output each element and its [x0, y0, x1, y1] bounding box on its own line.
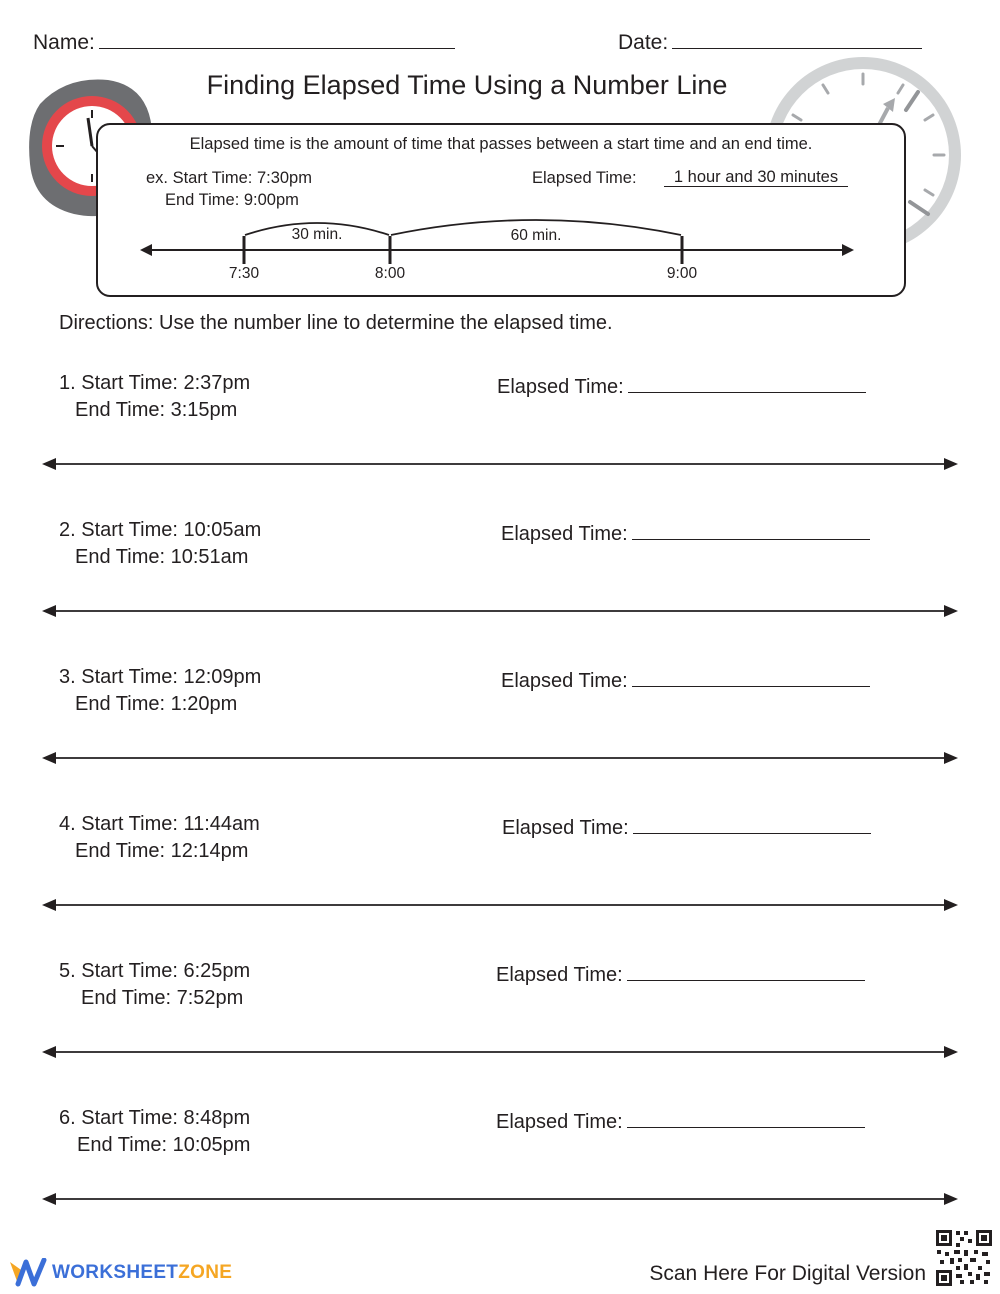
qr-code-icon[interactable] — [934, 1228, 994, 1288]
elapsed-label: Elapsed Time: — [496, 964, 623, 986]
elapsed-label: Elapsed Time: — [496, 1111, 623, 1133]
problem-4-end: End Time: 12:14pm — [75, 840, 249, 862]
problem-6-answer[interactable] — [496, 1107, 865, 1134]
brand-zone: ZONE — [178, 1262, 233, 1283]
problem-2-start: 2. Start Time: 10:05am — [59, 519, 262, 541]
problem-1-answer[interactable] — [497, 372, 866, 399]
directions-text: Directions: Use the number line to determine the elapsed time. — [59, 312, 613, 334]
answer-line[interactable] — [632, 666, 870, 687]
problem-5-start: 5. Start Time: 6:25pm — [59, 960, 251, 982]
worksheetzone-logo[interactable] — [8, 1258, 232, 1288]
problem-3-start: 3. Start Time: 12:09pm — [59, 666, 262, 688]
elapsed-label: Elapsed Time: — [497, 376, 624, 398]
number-line-1 — [40, 456, 960, 472]
number-line-6 — [40, 1191, 960, 1207]
scan-text: Scan Here For Digital Version — [649, 1262, 926, 1285]
worksheetzone-logo-icon — [8, 1258, 48, 1288]
tick-label-900: 9:00 — [666, 265, 698, 282]
elapsed-label: Elapsed Time: — [502, 817, 629, 839]
problem-6-end: End Time: 10:05pm — [77, 1134, 251, 1156]
tick-label-730: 7:30 — [228, 265, 260, 282]
date-field[interactable] — [618, 26, 922, 55]
example-elapsed-label: Elapsed Time: — [532, 169, 637, 187]
problem-4-answer[interactable] — [502, 813, 871, 840]
example-end-time: End Time: 9:00pm — [165, 191, 299, 209]
name-label: Name: — [33, 31, 95, 54]
answer-line[interactable] — [628, 372, 866, 393]
elapsed-label: Elapsed Time: — [501, 523, 628, 545]
segment-label-2: 60 min. — [510, 227, 562, 244]
worksheet-title: Finding Elapsed Time Using a Number Line — [206, 70, 728, 100]
date-label: Date: — [618, 31, 669, 54]
name-line[interactable] — [99, 26, 455, 49]
elapsed-label: Elapsed Time: — [501, 670, 628, 692]
problem-6-start: 6. Start Time: 8:48pm — [59, 1107, 251, 1129]
date-line[interactable] — [672, 26, 922, 49]
answer-line[interactable] — [633, 813, 871, 834]
problem-5-answer[interactable] — [496, 960, 865, 987]
problem-5-end: End Time: 7:52pm — [81, 987, 244, 1009]
answer-line[interactable] — [632, 519, 870, 540]
number-line-4 — [40, 897, 960, 913]
example-elapsed-answer: 1 hour and 30 minutes — [664, 169, 848, 187]
name-field[interactable] — [33, 26, 455, 55]
number-line-5 — [40, 1044, 960, 1060]
problem-3-end: End Time: 1:20pm — [75, 693, 238, 715]
problem-1-end: End Time: 3:15pm — [75, 399, 238, 421]
number-line-3 — [40, 750, 960, 766]
tick-label-800: 8:00 — [374, 265, 406, 282]
problem-1-start: 1. Start Time: 2:37pm — [59, 372, 251, 394]
problem-3-answer[interactable] — [501, 666, 870, 693]
example-start-time: ex. Start Time: 7:30pm — [146, 169, 312, 187]
number-line-2 — [40, 603, 960, 619]
problem-2-answer[interactable] — [501, 519, 870, 546]
brand-worksheet: WORKSHEET — [52, 1262, 179, 1283]
answer-line[interactable] — [627, 1107, 865, 1128]
segment-label-1: 30 min. — [291, 226, 343, 243]
problem-2-end: End Time: 10:51am — [75, 546, 249, 568]
answer-line[interactable] — [627, 960, 865, 981]
example-box — [96, 123, 906, 297]
problem-4-start: 4. Start Time: 11:44am — [59, 813, 260, 835]
definition-text: Elapsed time is the amount of time that passes between a start time and an end time. — [189, 135, 813, 153]
